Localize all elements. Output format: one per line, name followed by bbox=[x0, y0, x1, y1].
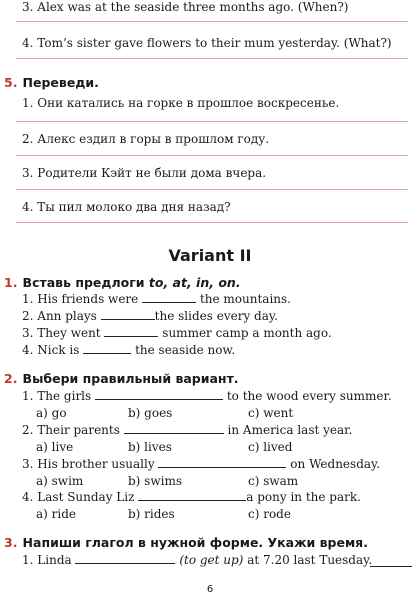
item-text-after: at 7.20 last Tuesday. bbox=[247, 553, 373, 567]
answer-line[interactable] bbox=[16, 155, 408, 156]
option-b[interactable]: b) swims bbox=[128, 474, 182, 488]
exercise-number: 5. bbox=[4, 75, 18, 90]
item-text: Ты пил молоко два дня назад? bbox=[37, 200, 231, 214]
option-b[interactable]: b) rides bbox=[128, 507, 175, 521]
answer-line[interactable] bbox=[16, 58, 408, 59]
item-text-after: on Wednesday. bbox=[290, 457, 381, 471]
item-number: 1. bbox=[22, 96, 34, 110]
answer-line[interactable] bbox=[16, 121, 408, 122]
item-number: 2. bbox=[22, 132, 34, 146]
item-text: Родители Кэйт не были дома вчера. bbox=[37, 166, 267, 180]
exercise-number: 1. bbox=[4, 275, 18, 290]
translate-item-4 bbox=[22, 200, 231, 214]
item-text-before: Ann plays bbox=[37, 309, 97, 323]
item-text-after: the mountains. bbox=[199, 292, 291, 306]
option-a[interactable]: a) swim bbox=[36, 474, 84, 488]
blank-field[interactable] bbox=[95, 389, 223, 400]
preposition-item-2 bbox=[22, 309, 278, 323]
item-text-after: the slides every day. bbox=[154, 309, 278, 323]
exercise-title: Переведи. bbox=[22, 75, 99, 90]
question-3 bbox=[22, 0, 348, 14]
exercise-number: 2. bbox=[4, 371, 18, 386]
blank-field[interactable] bbox=[142, 292, 196, 303]
preposition-item-3 bbox=[22, 326, 332, 340]
preposition-item-1 bbox=[22, 292, 291, 306]
item-number: 4. bbox=[22, 200, 34, 214]
item-text: Они катались на горке в прошлое воскресенье. bbox=[37, 96, 340, 110]
item-text-before: Linda bbox=[37, 553, 72, 567]
item-text-after: a pony in the park. bbox=[246, 490, 361, 504]
tense-blank-field[interactable] bbox=[370, 566, 412, 567]
verb-hint: (to get up) bbox=[179, 553, 244, 567]
item-text-before: Last Sunday Liz bbox=[37, 490, 135, 504]
option-a[interactable]: a) ride bbox=[36, 507, 77, 521]
answer-line[interactable] bbox=[16, 189, 408, 190]
item-number: 4. bbox=[22, 36, 34, 50]
exercise-2-heading bbox=[4, 368, 239, 387]
item-number: 3. bbox=[22, 0, 34, 14]
item-number: 1. bbox=[22, 389, 34, 403]
item-number: 2. bbox=[22, 309, 34, 323]
translate-item-2 bbox=[22, 132, 269, 146]
blank-field[interactable] bbox=[138, 490, 246, 501]
answer-line[interactable] bbox=[16, 222, 408, 223]
blank-field[interactable] bbox=[101, 309, 155, 320]
item-number: 4. bbox=[22, 343, 34, 357]
item-text-after: the seaside now. bbox=[135, 343, 236, 357]
translate-item-3 bbox=[22, 166, 266, 180]
exercise-5-heading bbox=[4, 72, 99, 91]
choice-item-1 bbox=[22, 389, 392, 403]
exercise-title: Напиши глагол в нужной форме. Укажи время. bbox=[22, 535, 368, 550]
item-number: 4. bbox=[22, 490, 34, 504]
verb-item-1 bbox=[22, 553, 372, 567]
item-text-before: The girls bbox=[37, 389, 92, 403]
item-text-before: Their parents bbox=[37, 423, 120, 437]
question-text: Alex was at the seaside three months ago. (When?) bbox=[37, 0, 349, 14]
preposition-item-4 bbox=[22, 343, 235, 357]
option-c[interactable]: c) swam bbox=[248, 474, 299, 488]
item-text-before: They went bbox=[37, 326, 101, 340]
option-c[interactable]: c) rode bbox=[248, 507, 291, 521]
blank-field[interactable] bbox=[75, 553, 175, 564]
question-4 bbox=[22, 36, 392, 50]
item-number: 3. bbox=[22, 326, 34, 340]
blank-field[interactable] bbox=[104, 326, 158, 337]
answer-line[interactable] bbox=[16, 21, 408, 22]
item-text-after: summer camp a month ago. bbox=[162, 326, 332, 340]
blank-field[interactable] bbox=[124, 423, 224, 434]
prepositions-list: to, at, in, on. bbox=[148, 275, 241, 290]
option-c[interactable]: c) went bbox=[248, 406, 294, 420]
blank-field[interactable] bbox=[158, 457, 286, 468]
option-a[interactable]: a) live bbox=[36, 440, 74, 454]
item-text: Алекс ездил в горы в прошлом году. bbox=[37, 132, 270, 146]
item-text-before: Nick is bbox=[37, 343, 80, 357]
option-b[interactable]: b) lives bbox=[128, 440, 172, 454]
item-number: 2. bbox=[22, 423, 34, 437]
item-number: 3. bbox=[22, 166, 34, 180]
exercise-number: 3. bbox=[4, 535, 18, 550]
exercise-1-heading bbox=[4, 272, 241, 291]
item-number: 1. bbox=[22, 292, 34, 306]
variant-title: Variant II bbox=[168, 246, 252, 265]
item-number: 3. bbox=[22, 457, 34, 471]
choice-item-2 bbox=[22, 423, 352, 437]
exercise-title: Выбери правильный вариант. bbox=[22, 371, 239, 386]
choice-item-3 bbox=[22, 457, 380, 471]
choice-item-4 bbox=[22, 490, 361, 504]
translate-item-1 bbox=[22, 96, 339, 110]
item-text-after: to the wood every summer. bbox=[226, 389, 392, 403]
exercise-title: Вставь предлоги bbox=[22, 275, 149, 290]
option-a[interactable]: a) go bbox=[36, 406, 67, 420]
option-c[interactable]: c) lived bbox=[248, 440, 293, 454]
item-text-before: His friends were bbox=[37, 292, 139, 306]
option-b[interactable]: b) goes bbox=[128, 406, 173, 420]
page-number: 6 bbox=[206, 584, 214, 595]
item-number: 1. bbox=[22, 553, 34, 567]
blank-field[interactable] bbox=[83, 343, 131, 354]
item-text-after: in America last year. bbox=[227, 423, 353, 437]
question-text: Tom’s sister gave flowers to their mum yesterday. (What?) bbox=[37, 36, 392, 50]
item-text-before: His brother usually bbox=[37, 457, 155, 471]
exercise-3-heading bbox=[4, 532, 368, 551]
